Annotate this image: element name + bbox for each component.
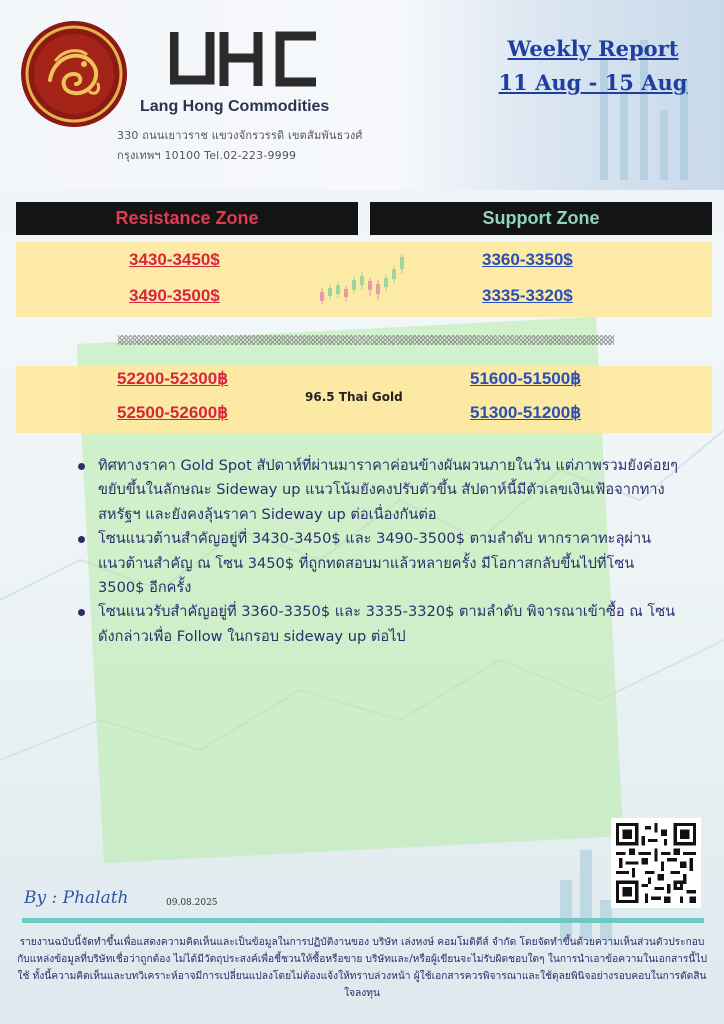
section-divider [118, 335, 614, 345]
analysis-bullet [78, 527, 678, 600]
analysis-bullet [78, 454, 678, 527]
thai-gold-label: 96.5 Thai Gold [305, 390, 403, 404]
company-name: Lang Hong Commodities [140, 98, 330, 115]
analysis-text: โซนแนวต้านสำคัญอยู่ที่ 3430-3450$ และ 3490-3500$ ตามลำดับ หากราคาทะลุผ่านแนวต้านสำคัญ ณ โซน 3450$ ที่ถูกทดสอบมาแล้วหลายครั้ง มีโอกาสกลับขึ้นไปที่โซน 3500$ อีกครั้ง [98, 530, 652, 597]
analysis-bullet-list [78, 454, 678, 649]
company-address-line1: 330 ถนนเยาวราช แขวงจักรวรรดิ เขตสัมพันธวงศ์ [117, 129, 363, 142]
analysis-bullet [78, 600, 678, 649]
analysis-text: โซนแนวรับสำคัญอยู่ที่ 3360-3350$ และ 3335-3320$ ตามลำดับ พิจารณาเข้าซื้อ ณ โซนดังกล่าวเพื่อ Follow ในกรอบ sideway up ต่อไป [98, 603, 676, 645]
disclaimer-text: รายงานฉบับนี้จัดทำขึ้นเพื่อแสดงความคิดเห็นและเป็นข้อมูลในการปฏิบัติงานของ บริษัท เล่งหงษ์ คอมโมดิตีส์ จำกัด โดยจัดทำขึ้นด้วยความเห็นส่วนตัวประกอบกับแหล่งข้อมูลที่บริษัทเชื่อว่าถูกต้อง ไม่ได้มีวัตถุประสงค์เพื่อชี้ชวนให้ซื้อหรือขาย บริษัทและ/หรือผู้เขียนจะไม่รับผิดชอบใดๆ ในการนำเอาข้อความในเอกสารนี้ไปใช้ ทั้งนี้ความคิดเห็นและบทวิเคราะห์อาจมีการเปลี่ยนแปลงโดยไม่ต้องแจ้งให้ทราบล่วงหน้า ผู้ใช้เอกสารควรพิจารณาและใช้ดุลยพินิจอย่างรอบคอบในการตัดสินใจลงทุน [17, 937, 707, 999]
candlestick-chart-icon [318, 252, 413, 307]
bullet-dot-icon [78, 609, 85, 616]
report-title [488, 32, 698, 100]
analysis-text: ทิศทางราคา Gold Spot สัปดาห์ที่ผ่านมาราคาค่อนข้างผันผวนภายในวัน แต่ภาพรวมยังค่อยๆขยับขึ้นในลักษณะ Sideway up แนวโน้มยังคงปรับตัวขึ้น สัปดาห์นี้มีตัวเลขเงินเฟ้อจากทางสหรัฐฯ และยังคงลุ้นราคา Sideway up ต่อเนื่องกันต่อ [98, 457, 678, 523]
dragon-emblem-logo [20, 20, 128, 128]
resistance-zone-header: Resistance Zone [16, 202, 358, 235]
usd-resistance-2: 3490-3500$ [129, 286, 220, 305]
report-title-name: Weekly Report [507, 36, 679, 61]
support-zone-header: Support Zone [370, 202, 712, 235]
usd-support-2: 3335-3320$ [482, 286, 573, 305]
lhc-logo-mark [170, 30, 320, 88]
thb-support-1: 51600-51500฿ [470, 369, 582, 388]
report-date-range: 11 Aug - 15 Aug [498, 70, 688, 95]
report-date: 09.08.2025 [166, 898, 218, 908]
qr-code[interactable] [611, 818, 701, 908]
bullet-dot-icon [78, 536, 85, 543]
author-signature: By : Phalath [24, 888, 129, 908]
thb-resistance-1: 52200-52300฿ [117, 369, 229, 388]
usd-resistance-1: 3430-3450$ [129, 250, 220, 269]
footer-divider [22, 918, 704, 923]
usd-support-1: 3360-3350$ [482, 250, 573, 269]
qr-code-icon [616, 823, 696, 903]
thb-support-2: 51300-51200฿ [470, 403, 582, 422]
bullet-dot-icon [78, 463, 85, 470]
company-address-line2: กรุงเทพฯ 10100 Tel.02-223-9999 [117, 149, 297, 162]
thb-resistance-2: 52500-52600฿ [117, 403, 229, 422]
report-header [0, 0, 724, 190]
